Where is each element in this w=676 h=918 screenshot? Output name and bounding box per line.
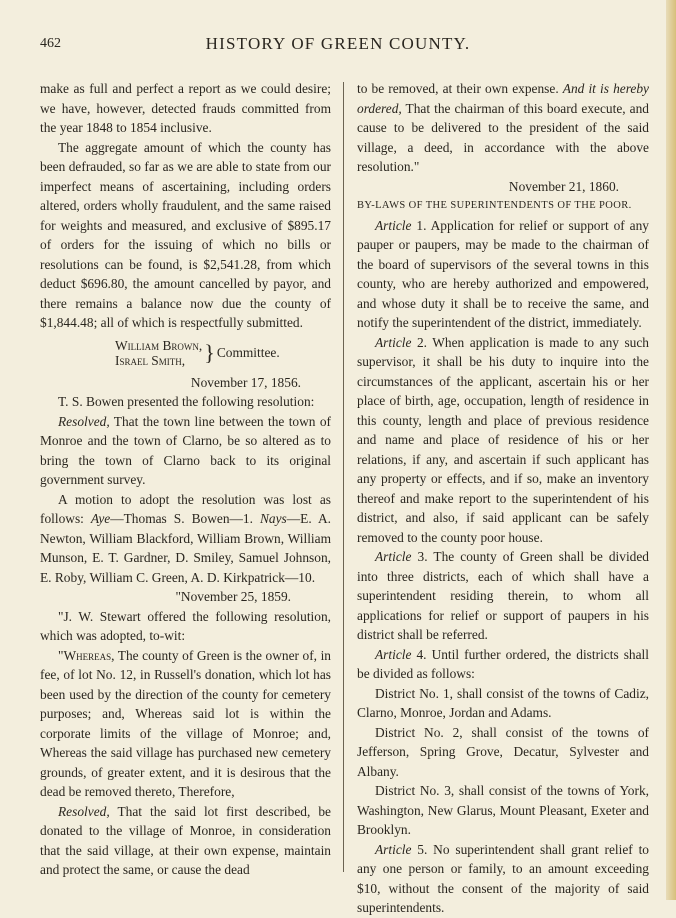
district-3: District No. 3, shall consist of the towns of York, Washington, New Glarus, Mount Pleasant, Exeter and Brooklyn. <box>357 783 649 837</box>
article-3-label: Article <box>375 549 412 564</box>
hereby-ordered: And it is hereby ordered, <box>357 81 649 116</box>
article-2-text: When application is made to any such supervisor, it shall be his duty to inquire into the circumstances of the applicant, ascertain his or her place of birth, age, occupation, length of residence in this county, length and place of previous residence and name and place of residence of his or her relations, if any, and ascertain if such applicant has any property or effects, and if so, make an inventory thereof and make report to the superintendent of his district, and also, if said applicant can be safely removed to the county poor house. <box>357 334 650 545</box>
page-header <box>0 32 676 54</box>
article-4 <box>357 645 649 684</box>
whereas-text: The county of Green is the owner of, in fee, of lot No. 12, in Russell's donation, which lot has been used by the direction of the county for cemetery purposes; and, Whereas said lot is within the corporate limits of the village of Monroe; and, Whereas the said village has purchased new cemetery grounds, of greater extent, and it is desirous that the dead be removed thereto, Therefore, <box>40 647 331 799</box>
bylaws-heading: BY-LAWS OF THE SUPERINTENDENTS OF THE POOR. <box>357 200 632 211</box>
article-2-label: Article <box>375 334 412 350</box>
article-1-text: Application for relief or support of any pauper or paupers, may be made to the chairman of the board of supervisors of the several towns in this county, who are hereby authorized and empowered, and whose duty it shall be to receive the same, and notify the superintendent of the district, immediately. <box>357 217 650 330</box>
continuation-text-a: to be removed, at their own expense. <box>357 81 563 96</box>
bowen-paragraph: T. S. Bowen presented the following resolution: <box>58 394 315 409</box>
resolved-label-2: Resolved, <box>58 803 110 819</box>
article-5-label: Article <box>375 841 412 857</box>
date-1859: "November 25, 1859. <box>175 589 291 604</box>
nays-label: Nays <box>259 511 287 526</box>
brace-icon: } <box>204 339 215 365</box>
article-2-number: 2. <box>411 334 428 350</box>
article-3 <box>357 547 649 645</box>
right-column <box>357 79 649 918</box>
signature-william-brown: William Brown, <box>115 337 203 353</box>
report-paragraph-2: The aggregate amount of which the county has been defrauded, so far as we are able to state from our imperfect means of ascertaining, including orders altered, orders wholly fraudulent, and the same raised for weights and measured, and exclusive of $895.17 of orders for the issuing of which no bills or resolutions can be found, is $2,541.28, from which deduct $696.80, the amount cancelled by payor, and there remains a balance now due the county of $1,844.48; all of which is respectfully submitted. <box>40 139 331 330</box>
article-1 <box>357 216 649 333</box>
vote-paragraph <box>40 490 331 588</box>
aye-votes: —Thomas S. Bowen—1. <box>110 511 260 526</box>
aye-label: Aye <box>90 511 111 526</box>
page-edge <box>666 0 676 900</box>
article-5 <box>357 840 649 918</box>
article-4-number: 4. <box>411 646 427 662</box>
signature-israel-smith: Israel Smith, <box>115 352 186 368</box>
resolution-clarno-text: That the town line between the town of Monroe and the town of Clarno, be so altered as to bring the town of Clarno back to its original government survey. <box>40 413 331 487</box>
article-1-number: 1. <box>411 217 427 233</box>
report-paragraph-1: make as full and perfect a report as we could desire; we have, however, detected frauds committed from the year 1848 to 1854 inclusive. <box>40 81 331 135</box>
continuation-text-b: That the chairman of this board execute, and cause to be delivered to the president of the said village, a deed, in accordance with the above resolution." <box>357 100 649 174</box>
signature-committee: Committee. <box>216 344 280 360</box>
stewart-paragraph: "J. W. Stewart offered the following resolution, which was adopted, to-wit: <box>40 608 331 643</box>
left-column <box>40 79 331 880</box>
running-title: HISTORY OF GREEN COUNTY. <box>205 34 471 53</box>
whereas-label: "Whereas, <box>58 647 115 663</box>
signature-block <box>40 333 331 373</box>
whereas-paragraph <box>40 646 331 802</box>
resolved-label: Resolved, <box>58 413 110 429</box>
vote-intro: A motion to adopt the resolution was lost as follows: <box>40 491 331 526</box>
article-5-text: No superintendent shall grant relief to any one person or family, to an amount exceeding $10, without the consent of the majority of said superintendents. <box>357 841 649 915</box>
column-divider <box>343 82 344 872</box>
article-5-number: 5. <box>411 841 428 857</box>
district-2: District No. 2, shall consist of the towns of Jefferson, Spring Grove, Decatur, Sylvester and Albany. <box>357 724 649 779</box>
district-1: District No. 1, shall consist of the towns of Cadiz, Clarno, Monroe, Jordan and Adams. <box>357 685 649 720</box>
article-4-label: Article <box>375 646 412 662</box>
nays-votes: —E. A. Newton, William Blackford, William Brown, William Munson, E. T. Gardner, D. Smiley, Samuel Johnson, E. Roby, William C. Green, A. D. Kirkpatrick—10. <box>40 511 331 585</box>
resolution-cemetery <box>40 802 331 880</box>
article-1-label: Article <box>375 217 412 233</box>
article-4-text: Until further ordered, the districts shall be divided as follows: <box>357 646 649 681</box>
date-1860: November 21, 1860. <box>508 178 619 194</box>
resolution-cemetery-text: That the said lot first described, be donated to the village of Monroe, in consideration that the said village, at their own expense, maintain and protect the same, or cause the dead <box>40 803 331 877</box>
resolution-clarno <box>40 412 331 490</box>
article-3-text: The county of Green shall be divided into three districts, each of which shall have a superintendent residing therein, to whom all applications for relief or support of paupers in his district shall be referred. <box>357 549 649 642</box>
article-2 <box>357 333 649 548</box>
cemetery-continuation <box>357 79 649 177</box>
page-number: 462 <box>40 36 61 51</box>
date-1856: November 17, 1856. <box>190 374 301 390</box>
article-3-number: 3. <box>411 549 428 564</box>
